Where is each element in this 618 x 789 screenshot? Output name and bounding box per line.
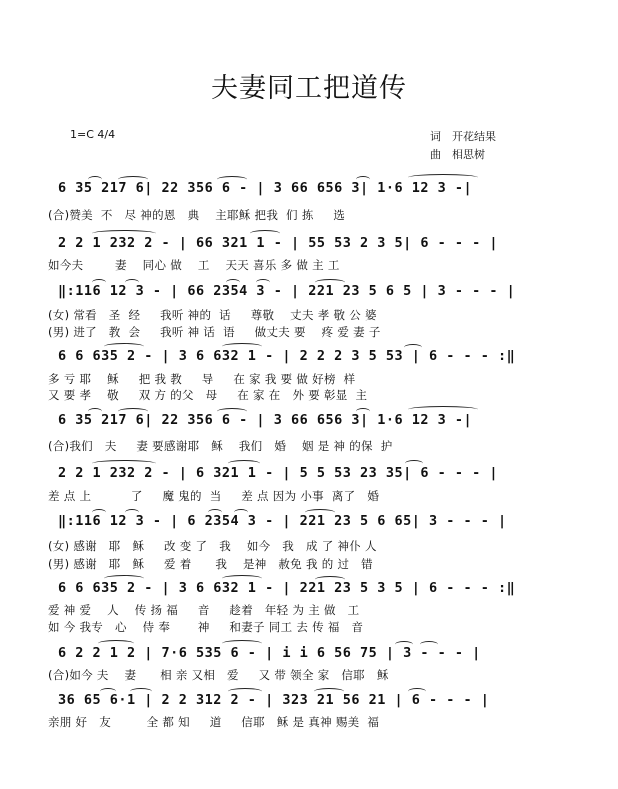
notation-line: 6 6 635 2 - | 3 6 632 1 - | 221 23 5 3 5 | 6 - - - :‖ — [58, 580, 516, 596]
lyric-line: (男) 进了 教 会 我听 神 话 语 做丈夫 要 疼 爱 妻 子 — [48, 325, 381, 339]
lyric-line: 爱 神 爱 人 传 扬 福 音 趁着 年轻 为 主 做 工 — [48, 603, 360, 617]
key-signature: 1=C 4/4 — [70, 128, 116, 141]
notation-line: 36 65 6·1 | 2 2 312 2 - | 323 21 56 21 | 6 - - - | — [58, 692, 490, 708]
notation-line: 6 35 217 6| 22 356 6 - | 3 66 656 3| 1·6 12 3 -| — [58, 180, 473, 196]
notation-line: 6 6 635 2 - | 3 6 632 1 - | 2 2 2 3 5 53 | 6 - - - :‖ — [58, 348, 516, 364]
lyric-line: 亲朋 好 友 全 都 知 道 信耶 稣 是 真神 赐美 福 — [48, 715, 380, 729]
lyric-line: (女) 感谢 耶 稣 改 变 了 我 如今 我 成 了 神仆 人 — [48, 539, 377, 553]
notation-line: 6 35 217 6| 22 356 6 - | 3 66 656 3| 1·6 12 3 -| — [58, 412, 473, 428]
lyric-line: 如 今 我专 心 侍 奉 神 和妻子 同工 去 传 福 音 — [48, 620, 364, 634]
lyric-line: (合)我们 夫 妻 要感谢耶 稣 我们 婚 姻 是 神 的保 护 — [48, 439, 393, 453]
composer-role: 曲 — [430, 148, 441, 161]
notation-line: 2 2 1 232 2 - | 6 321 1 - | 5 5 53 23 35| 6 - - - | — [58, 465, 499, 481]
lyric-line: 又 要 孝 敬 双 方 的父 母 在 家 在 外 要 彰显 主 — [48, 388, 368, 402]
lyricist-role: 词 — [430, 130, 441, 143]
lyric-line: (合)赞美 不 尽 神的恩 典 主耶稣 把我 们 拣 选 — [48, 208, 346, 222]
notation-line: 2 2 1 232 2 - | 66 321 1 - | 55 53 2 3 5| 6 - - - | — [58, 235, 499, 251]
lyric-line: 如今夫 妻 同心 做 工 天天 喜乐 多 做 主 工 — [48, 258, 340, 272]
notation-line: ‖:116 12 3 - | 66 2354 3 - | 221 23 5 6 5 | 3 - - - | — [58, 283, 516, 299]
lyric-line: 多 亏 耶 稣 把 我 教 导 在 家 我 要 做 好榜 样 — [48, 372, 356, 386]
notation-line: 6 2 2 1 2 | 7·6 535 6 - | i i 6 56 75 | 3 - - - | — [58, 645, 481, 661]
page-title: 夫妻同工把道传 — [211, 73, 407, 104]
composer-name: 相思树 — [452, 148, 485, 161]
composer-credit — [430, 146, 485, 162]
lyric-line: (女) 常看 圣 经 我听 神的 话 尊敬 丈夫 孝 敬 公 婆 — [48, 308, 377, 322]
lyricist-credit — [430, 128, 496, 144]
lyric-line: 差 点 上 了 魔 鬼的 当 差 点 因为 小事 离了 婚 — [48, 489, 380, 503]
lyricist-name: 开花结果 — [452, 130, 496, 143]
lyric-line: (合)如今 夫 妻 相 亲 又相 爱 又 带 领全 家 信耶 稣 — [48, 668, 389, 682]
lyric-line: (男) 感谢 耶 稣 爱 着 我 是神 赦免 我 的 过 错 — [48, 557, 373, 571]
notation-line: ‖:116 12 3 - | 6 2354 3 - | 221 23 5 6 65| 3 - - - | — [58, 513, 507, 529]
